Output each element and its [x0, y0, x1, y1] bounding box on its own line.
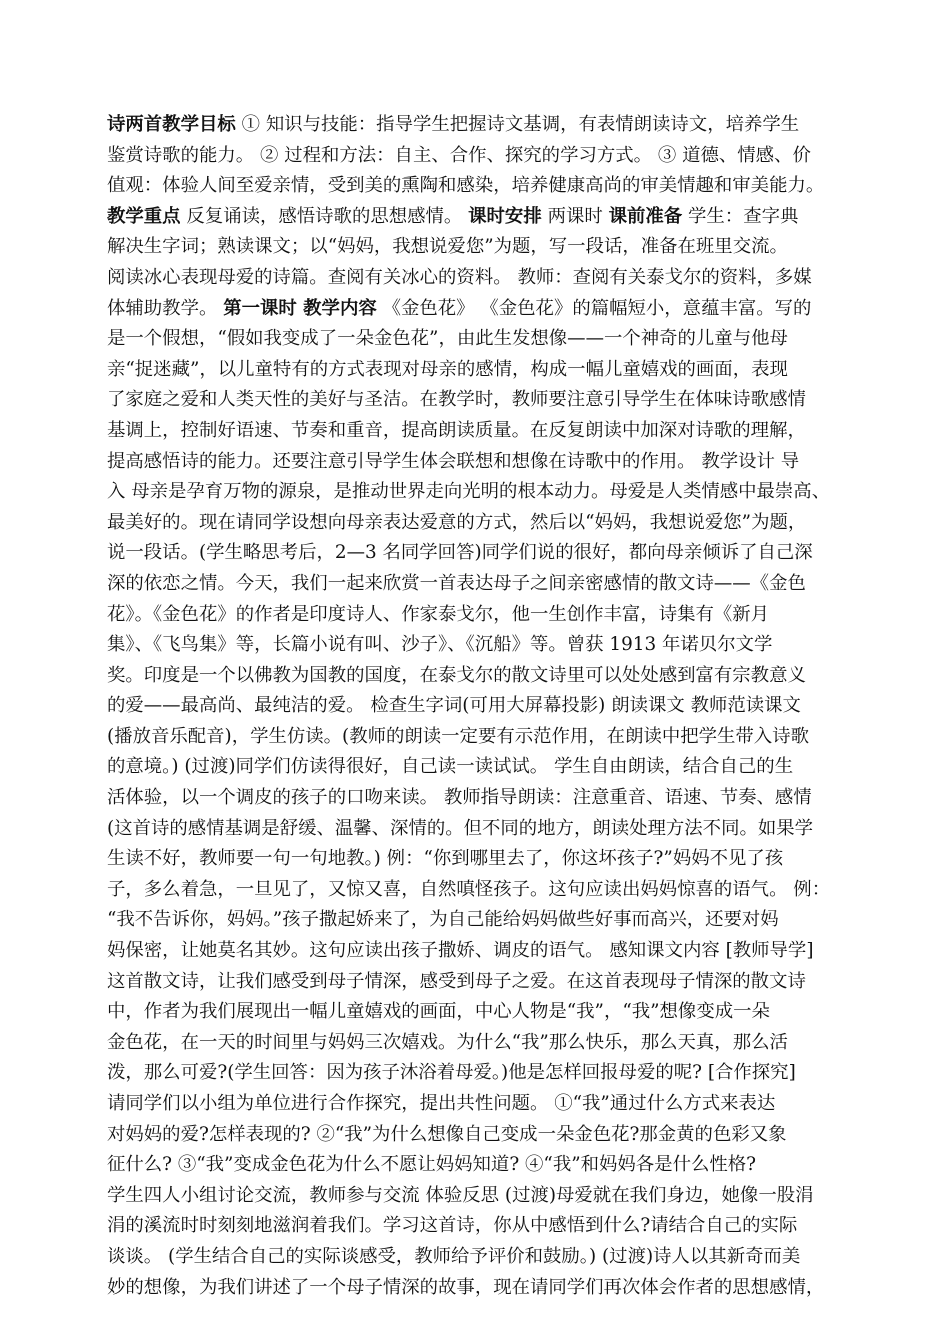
body-text: 入 母亲是孕育万物的源泉，是推动世界走向光明的根本动力。母爱是人类情感中最崇高、: [107, 481, 831, 503]
text-line: [107, 538, 852, 569]
body-text: 花》。《金色花》的作者是印度诗人、作家泰戈尔，他一生创作丰富，诗集有《新月: [107, 603, 770, 625]
body-text: (这首诗的感情基调是舒缓、温馨、深情的。但不同的地方，朗读处理方法不同。如果学: [107, 817, 814, 839]
body-text: 生读不好，教师要一句一句地教。) 例：“你到哪里去了，你这坏孩子?”妈妈不见了孩: [107, 848, 784, 870]
text-line: [107, 630, 852, 661]
text-line: [107, 691, 852, 722]
text-line: [107, 1028, 852, 1059]
body-text: 解决生字词；熟读课文；以“妈妈，我想说爱您”为题，写一段话，准备在班里交流。: [107, 236, 788, 258]
body-text: 体辅助教学。: [107, 297, 224, 319]
body-text: 奖。印度是一个以佛教为国教的国度，在泰戈尔的散文诗里可以处处感到富有宗教意义: [107, 664, 806, 686]
body-text: 子，多么着急，一旦见了，又惊又喜，自然嗔怪孩子。这句应读出妈妈惊喜的语气。 例：: [107, 878, 831, 900]
heading-term: 课前准备: [608, 205, 683, 227]
text-line: [107, 1120, 852, 1151]
text-line: [107, 447, 852, 478]
text-line: [107, 844, 852, 875]
body-text: 妙的想像，为我们讲述了一个母子情深的故事，现在请同学们再次体会作者的思想感情，: [107, 1276, 825, 1298]
text-line: [107, 508, 852, 539]
text-line: [107, 385, 852, 416]
body-text: 《金色花》 《金色花》的篇幅短小，意蕴丰富。写的: [376, 297, 812, 319]
body-text: 提高感悟诗的能力。还要注意引导学生体会联想和想像在诗歌中的作用。 教学设计 导: [107, 450, 800, 472]
body-text: 最美好的。现在请同学设想向母亲表达爱意的方式，然后以“妈妈，我想说爱您”为题，: [107, 511, 807, 533]
text-line: [107, 324, 852, 355]
text-line: [107, 171, 852, 202]
text-line: [107, 355, 852, 386]
text-line: [107, 1058, 852, 1089]
body-text: 阅读冰心表现母爱的诗篇。查阅有关冰心的资料。 教师：查阅有关泰戈尔的资料，多媒: [107, 266, 812, 288]
text-line: [107, 752, 852, 783]
heading-term: 教学重点: [107, 205, 181, 227]
body-text: 征什么? ③“我”变成金色花为什么不愿让妈妈知道? ④“我”和妈妈各是什么性格?: [107, 1154, 756, 1176]
text-line: [107, 661, 852, 692]
body-text: 谈谈。 (学生结合自己的实际谈感受，教师给予评价和鼓励。) (过渡)诗人以其新奇而美: [107, 1245, 801, 1267]
body-text: 集》、《飞鸟集》等，长篇小说有叫、沙子》、《沉船》等。曾获 1913 年诺贝尔文学: [107, 634, 773, 656]
text-line: [107, 294, 852, 325]
body-text: 基调上，控制好语速、节奏和重音，提高朗读质量。在反复朗读中加深对诗歌的理解，: [107, 419, 806, 441]
body-text: 活体验，以一个调皮的孩子的口吻来读。 教师指导朗读：注意重音、语速、节奏、感情: [107, 787, 812, 809]
text-line: [107, 936, 852, 967]
text-line: [107, 416, 852, 447]
body-text: 是一个假想，“假如我变成了一朵金色花”，由此生发想像——一个神奇的儿童与他母: [107, 328, 788, 350]
heading-term: 课时安排: [468, 205, 542, 227]
text-line: [107, 814, 852, 845]
text-line: [107, 905, 852, 936]
body-text: 对妈妈的爱?怎样表现的? ②“我”为什么想像自己变成一朵金色花?那金黄的色彩又象: [107, 1123, 787, 1145]
body-text: 两课时: [541, 205, 609, 227]
body-text: 反复诵读，感悟诗歌的思想感情。: [180, 205, 469, 227]
body-text: 深的依恋之情。今天，我们一起来欣赏一首表达母子之间亲密感情的散文诗——《金色: [107, 572, 806, 594]
body-text: 学生：查字典: [682, 205, 799, 227]
body-text: 泼，那么可爱?(学生回答：因为孩子沐浴着母爱。)他是怎样回报母爱的呢? [合作探究]: [107, 1062, 796, 1084]
body-text: 这首散文诗，让我们感受到母子情深，感受到母子之爱。在这首表现母子情深的散文诗: [107, 970, 806, 992]
text-line: [107, 141, 852, 172]
heading-term: 诗两首教学目标: [107, 114, 236, 135]
text-line: [107, 1273, 852, 1304]
body-text: 妈保密，让她莫名其妙。这句应读出孩子撒娇、调皮的语气。 感知课文内容 [教师导学]: [107, 940, 814, 962]
body-text: 值观：体验人间至爱亲情，受到美的熏陶和感染，培养健康高尚的审美情趣和审美能力。: [107, 175, 825, 197]
text-line: [107, 1181, 852, 1212]
text-line: [107, 1211, 852, 1242]
body-text: (播放音乐配音)，学生仿读。(教师的朗读一定要有示范作用，在朗读中把学生带入诗歌: [107, 725, 809, 747]
body-text: 说一段话。(学生略思考后，2—3 名同学回答)同学们说的很好，都向母亲倾诉了自己深: [107, 542, 813, 564]
body-text: 中，作者为我们展现出一幅儿童嬉戏的画面，中心人物是“我”，“我”想像变成一朵: [107, 1001, 770, 1023]
text-line: [107, 997, 852, 1028]
lesson-plan-text: [107, 110, 852, 1303]
body-text: “我不告诉你，妈妈。”孩子撒起娇来了，为自己能给妈妈做些好事而高兴，还要对妈: [107, 909, 779, 931]
body-text: 的意境。) (过渡)同学们仿读得很好，自己读一读试试。 学生自由朗读，结合自己的生: [107, 756, 794, 778]
body-text: 学生四人小组讨论交流，教师参与交流 体验反思 (过渡)母爱就在我们身边，她像一股涓: [107, 1184, 814, 1206]
text-line: [107, 263, 852, 294]
body-text: 涓的溪流时时刻刻地滋润着我们。学习这首诗，你从中感悟到什么?请结合自己的实际: [107, 1215, 798, 1237]
text-line: [107, 722, 852, 753]
text-line: [107, 110, 852, 141]
text-line: [107, 1150, 852, 1181]
text-line: [107, 202, 852, 233]
body-text: 金色花，在一天的时间里与妈妈三次嬉戏。为什么“我”那么快乐，那么天真，那么活: [107, 1031, 788, 1053]
text-line: [107, 1242, 852, 1273]
text-line: [107, 875, 852, 906]
body-text: 了家庭之爱和人类天性的美好与圣洁。在教学时，教师要注意引导学生在体味诗歌感情: [107, 389, 806, 411]
body-text: 鉴赏诗歌的能力。 ② 过程和方法：自主、合作、探究的学习方式。 ③ 道德、情感、价: [107, 144, 811, 166]
text-line: [107, 232, 852, 263]
text-line: [107, 600, 852, 631]
text-line: [107, 477, 852, 508]
body-text: 请同学们以小组为单位进行合作探究，提出共性问题。 ①“我”通过什么方式来表达: [107, 1093, 776, 1114]
text-line: [107, 569, 852, 600]
body-text: 的爱——最高尚、最纯洁的爱。 检查生字词(可用大屏幕投影) 朗读课文 教师范读课文: [107, 695, 801, 717]
body-text: 亲“捉迷藏”，以儿童特有的方式表现对母亲的感情，构成一幅儿童嬉戏的画面，表现: [107, 358, 788, 380]
text-line: [107, 783, 852, 814]
text-line: [107, 967, 852, 998]
heading-term: 第一课时 教学内容: [223, 297, 377, 319]
body-text: ① 知识与技能：指导学生把握诗文基调，有表情朗读诗文，培养学生: [235, 114, 800, 135]
text-line: [107, 1089, 852, 1120]
